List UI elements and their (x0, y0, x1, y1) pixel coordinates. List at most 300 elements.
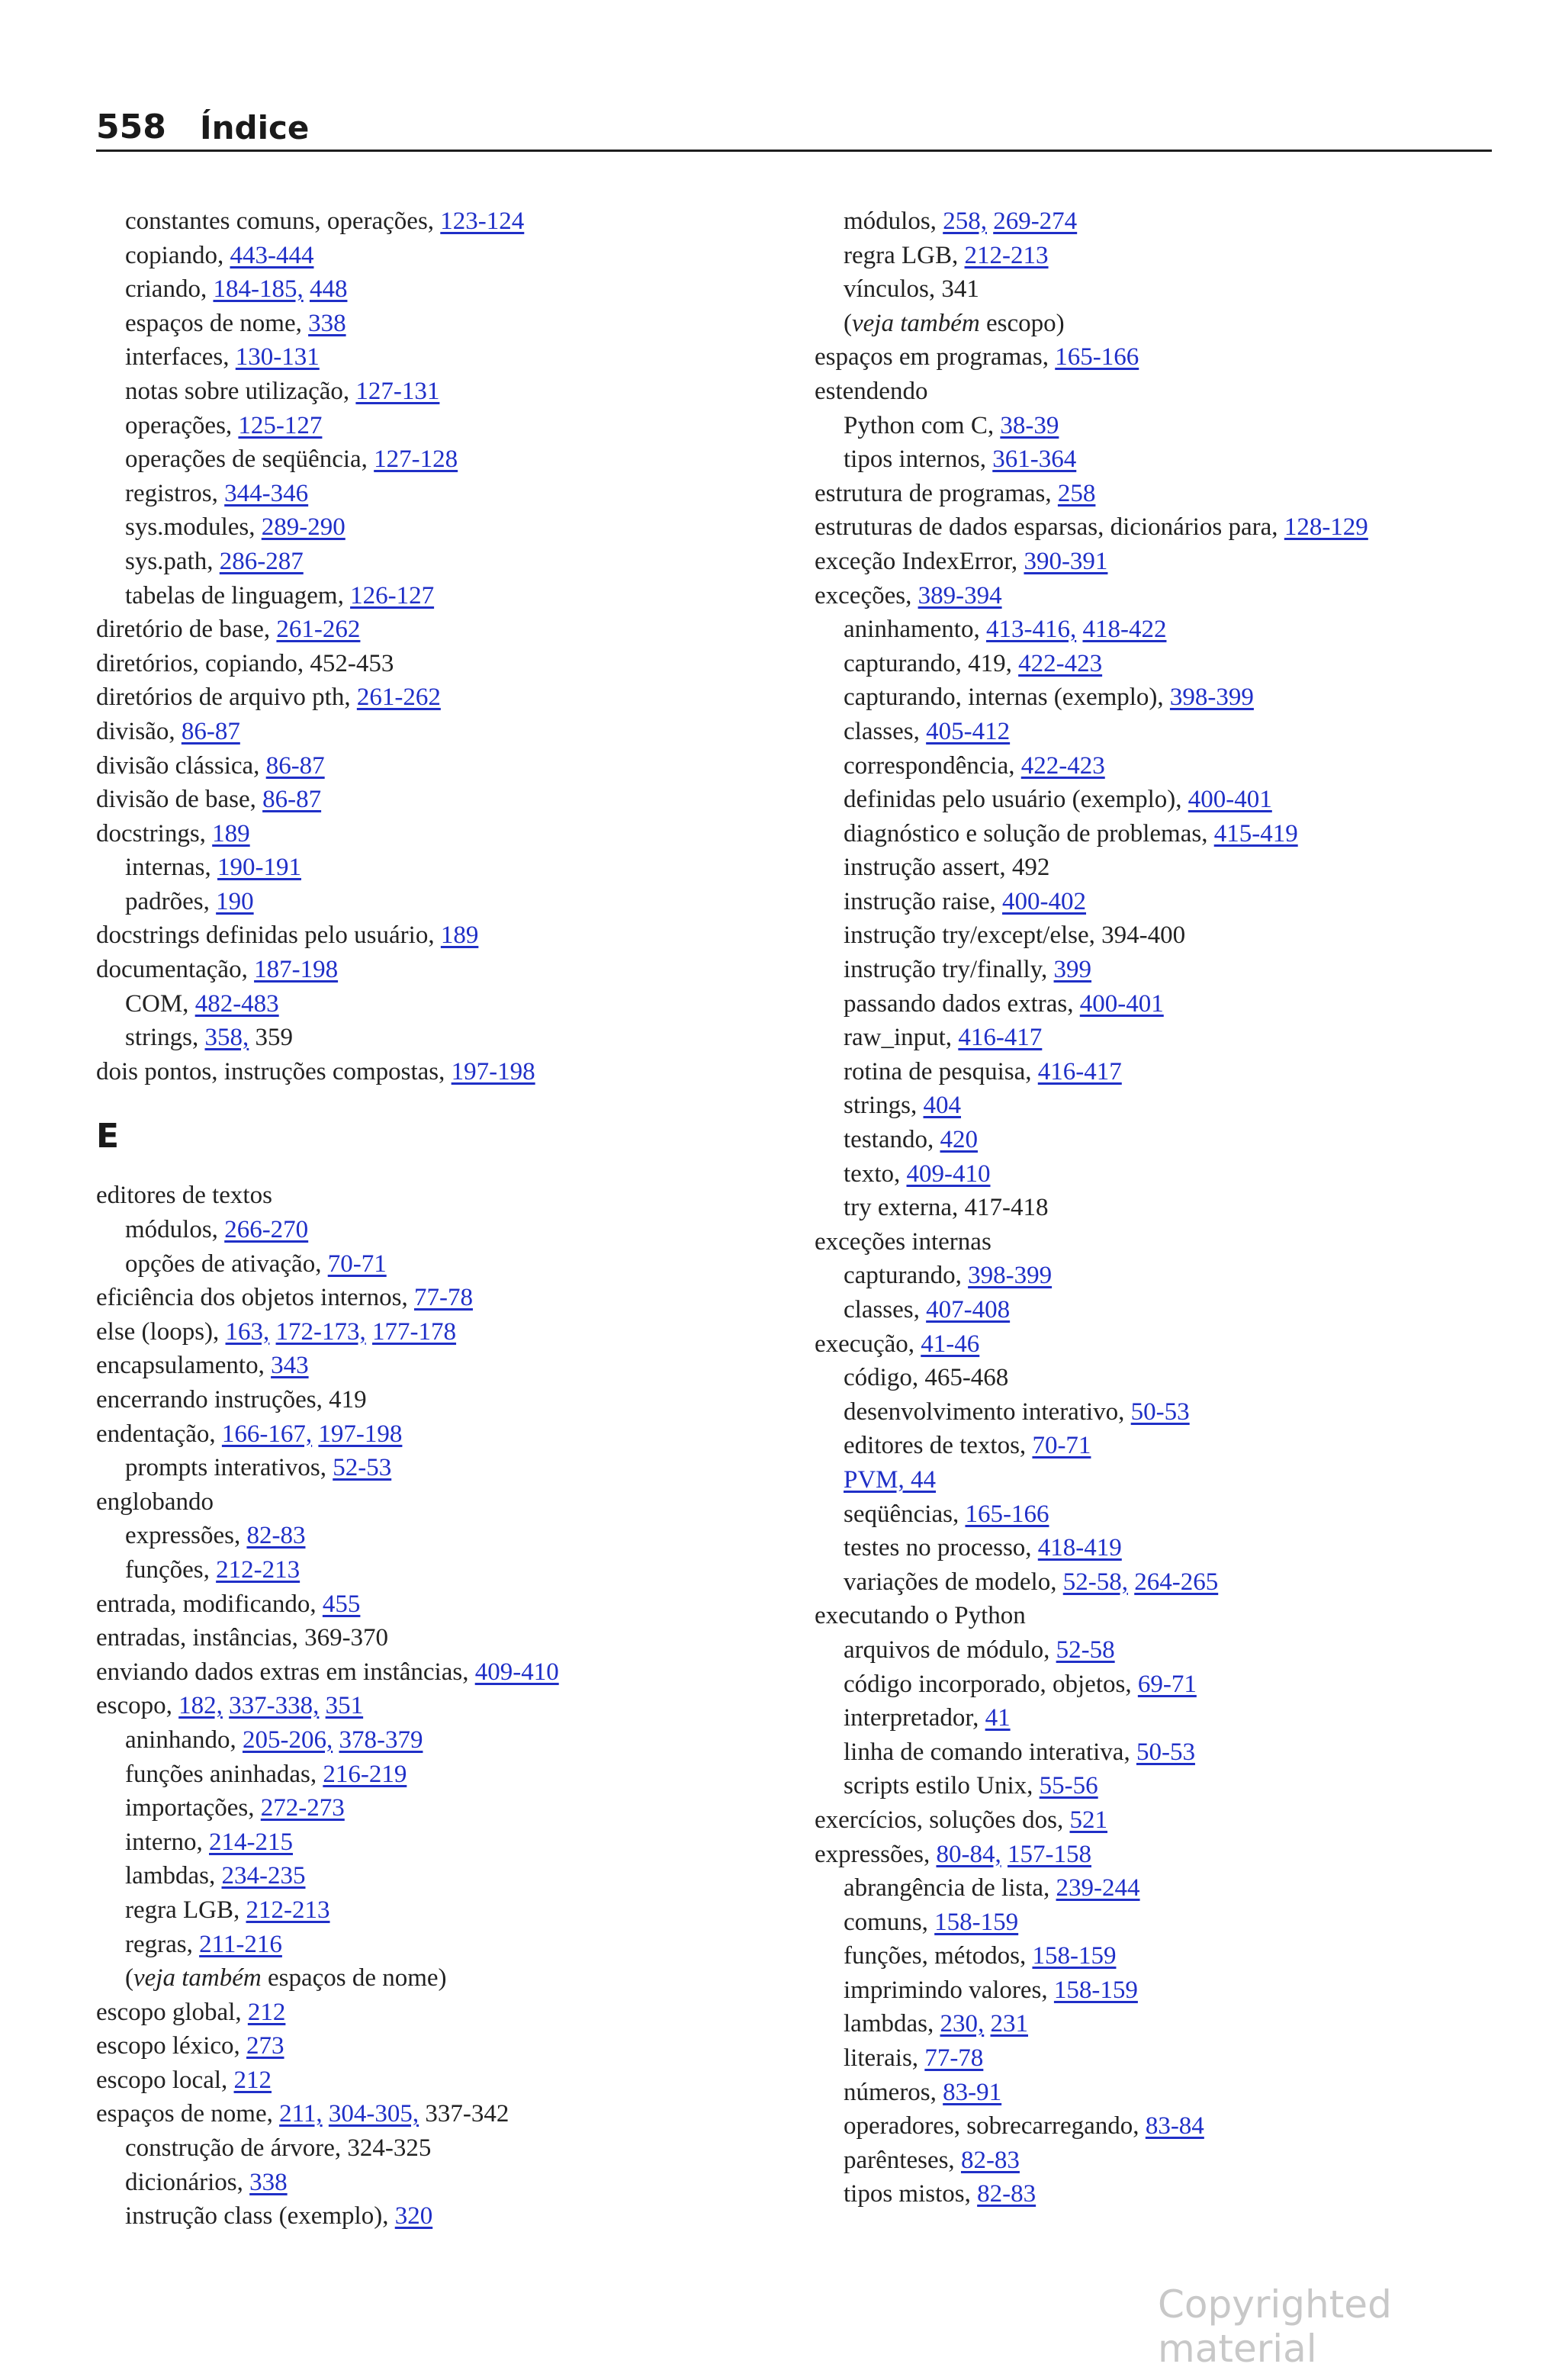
page-link[interactable]: 52-58, (1062, 1568, 1128, 1596)
index-entry (815, 1838, 1501, 1872)
page-link[interactable]: 482-483 (194, 989, 279, 1018)
entry-text: definidas pelo usuário (exemplo), (844, 786, 1188, 814)
page-link[interactable]: 266-270 (224, 1216, 309, 1244)
page-link[interactable]: 86-87 (181, 717, 240, 745)
entry-text: else (loops), (96, 1317, 226, 1346)
page-link[interactable]: 82-83 (960, 2146, 1020, 2174)
page-link[interactable]: 289-290 (261, 513, 346, 542)
index-subentry (96, 204, 783, 239)
entry-text: dicionários, (125, 2168, 250, 2196)
index-entry (96, 1621, 783, 1655)
page-link[interactable]: 166-167, (221, 1420, 313, 1448)
page-link[interactable]: 214-215 (208, 1828, 293, 1856)
index-entry (96, 1315, 783, 1349)
entry-text: escopo local, (96, 2066, 234, 2094)
page-link[interactable]: 41-46 (921, 1330, 980, 1358)
index-subentry (815, 647, 1501, 681)
entry-text: criando, (125, 275, 214, 304)
entry-text: código, 465-468 (844, 1364, 1009, 1392)
page-link[interactable]: 261-262 (356, 683, 441, 712)
page-link[interactable]: 125-127 (238, 411, 323, 439)
page-link[interactable]: 50-53 (1130, 1397, 1190, 1426)
index-entry (96, 1055, 783, 1089)
index-subentry (815, 1939, 1501, 1973)
entry-text: lambdas, (844, 2010, 940, 2038)
page-link[interactable]: 521 (1069, 1806, 1107, 1834)
entry-text: divisão clássica, (96, 751, 266, 780)
page-link[interactable]: 399 (1053, 956, 1092, 984)
page-link[interactable]: 389-394 (918, 581, 1002, 609)
page-link[interactable]: 420 (940, 1126, 978, 1154)
page-link[interactable]: 177-178 (372, 1317, 457, 1346)
entry-text: sys.modules, (125, 513, 262, 542)
page-link[interactable]: 264-265 (1134, 1568, 1219, 1596)
entry-text: funções, métodos, (844, 1942, 1033, 1970)
page-link[interactable]: 416-417 (958, 1024, 1043, 1052)
entry-text: eficiência dos objetos internos, (96, 1284, 414, 1312)
page-link[interactable]: 55-56 (1039, 1772, 1098, 1800)
index-subentry (815, 1668, 1501, 1702)
entry-text: módulos, (844, 207, 943, 235)
page-link[interactable]: 52-53 (333, 1454, 392, 1482)
index-subentry (96, 340, 783, 375)
page-link[interactable]: 184-185, (213, 275, 304, 304)
page-link[interactable]: 361-364 (992, 445, 1077, 474)
page-link[interactable]: 189 (212, 819, 250, 847)
index-subentry (815, 680, 1501, 715)
page-link[interactable]: 212 (247, 1998, 286, 2026)
page-link[interactable]: 409-410 (474, 1658, 559, 1686)
entry-text: exceções, (815, 581, 918, 609)
index-subentry (96, 409, 783, 443)
page-number: 558 (96, 108, 166, 146)
index-subentry (815, 272, 1501, 307)
index-entry (96, 680, 783, 715)
page-link[interactable]: 269-274 (993, 207, 1078, 235)
entry-text: entrada, modificando, (96, 1590, 323, 1618)
entry-text: dois pontos, instruções compostas, (96, 1057, 452, 1085)
page-link[interactable]: 258 (1057, 479, 1096, 507)
page-link[interactable]: 405-412 (926, 717, 1011, 745)
entry-text: instrução assert, 492 (844, 854, 1050, 882)
entry-text: notas sobre utilização, (125, 377, 356, 405)
index-subentry (96, 1758, 783, 1792)
page-link[interactable]: 82-83 (246, 1522, 306, 1550)
entry-text: texto, (844, 1159, 907, 1188)
index-subentry (96, 307, 783, 341)
index-subentry (815, 1531, 1501, 1565)
index-subentry (96, 477, 783, 511)
page-link[interactable]: 398-399 (1169, 683, 1254, 712)
page-link[interactable]: 216-219 (323, 1760, 407, 1788)
page-link[interactable]: 415-419 (1213, 819, 1298, 847)
page-link[interactable]: 158-159 (1053, 1976, 1138, 2004)
page-link[interactable]: 130-131 (235, 343, 320, 371)
index-subentry (815, 783, 1501, 817)
page-link[interactable]: 80-84, (936, 1840, 1001, 1868)
page-link[interactable]: 304-305, (328, 2100, 419, 2128)
index-entry (96, 1587, 783, 1622)
entry-text: strings, (125, 1024, 205, 1052)
page-link[interactable]: 338 (249, 2168, 288, 2196)
page-link[interactable]: 182, (178, 1692, 223, 1720)
page-link[interactable]: 320 (394, 2202, 433, 2230)
page-link[interactable]: 52-58 (1056, 1635, 1115, 1664)
index-column-left (96, 204, 783, 2234)
entry-text: escopo léxico, (96, 2032, 247, 2060)
entry-text: instrução try/finally, (844, 956, 1054, 984)
page-link[interactable]: 163, (225, 1317, 270, 1346)
page-link[interactable]: 197-198 (451, 1057, 535, 1085)
entry-text: variações de modelo, (844, 1568, 1063, 1596)
page-link[interactable]: 398-399 (968, 1262, 1053, 1290)
index-entry (96, 1417, 783, 1452)
page-link[interactable]: 422-423 (1020, 751, 1105, 780)
entry-text: docstrings, (96, 819, 213, 847)
entry-text: abrangência de lista, (844, 1874, 1056, 1902)
entry-text: operações de seqüência, (125, 445, 374, 474)
entry-text: divisão de base, (96, 786, 263, 814)
entry-text: aninhando, (125, 1726, 243, 1754)
page-link[interactable]: 422-423 (1018, 649, 1103, 677)
entry-text: números, (844, 2078, 943, 2106)
entry-text: tabelas de linguagem, (125, 581, 351, 609)
page-link[interactable]: 273 (246, 2032, 284, 2060)
page-link[interactable]: 126-127 (350, 581, 435, 609)
page-link[interactable]: 50-53 (1136, 1738, 1195, 1766)
entry-text: estruturas de dados esparsas, dicionários para, (815, 513, 1284, 542)
page-link[interactable]: 400-402 (1002, 887, 1087, 915)
page-link[interactable]: 378-379 (339, 1726, 423, 1754)
entry-text: diretórios de arquivo pth, (96, 683, 357, 712)
page-link[interactable]: 212-213 (246, 1896, 330, 1924)
index-entry (815, 1803, 1501, 1838)
page-link[interactable]: 69-71 (1137, 1670, 1197, 1698)
index-subentry (96, 510, 783, 545)
index-subentry (815, 1973, 1501, 2008)
index-entry (815, 375, 1501, 409)
page-link[interactable]: 157-158 (1007, 1840, 1091, 1868)
page-link[interactable]: 343 (271, 1352, 309, 1380)
page-link[interactable]: 455 (322, 1590, 361, 1618)
entry-text: espaços em programas, (815, 343, 1056, 371)
section-heading-e: E (96, 1117, 120, 1156)
entry-text: escopo global, (96, 1998, 248, 2026)
entry-text: strings, (844, 1092, 924, 1120)
page-header (96, 96, 1492, 152)
page-link[interactable]: 416-417 (1037, 1057, 1122, 1085)
entry-text: arquivos de módulo, (844, 1635, 1056, 1664)
entry-text: instrução try/except/else, 394-400 (844, 921, 1186, 950)
page-link[interactable]: 189 (440, 921, 479, 950)
page-link[interactable]: 212 (233, 2066, 272, 2094)
entry-text: copiando, (125, 241, 230, 269)
index-subentry: (veja também escopo) (844, 309, 1065, 337)
page-link[interactable]: 38-39 (1000, 411, 1059, 439)
page-link[interactable]: 190 (216, 887, 254, 915)
page-title: Índice (200, 109, 310, 146)
entry-text: instrução raise, (844, 887, 1003, 915)
entry-text: Python com C, (844, 411, 1001, 439)
page-link[interactable]: 443-444 (230, 241, 314, 269)
entry-text: aninhamento, (844, 616, 986, 644)
entry-text: editores de textos, (844, 1432, 1033, 1460)
index-subentry (815, 918, 1501, 953)
entry-text: rotina de pesquisa, (844, 1057, 1038, 1085)
index-subentry (96, 1247, 783, 1282)
entry-text: divisão, (96, 717, 182, 745)
index-subentry (815, 2177, 1501, 2211)
index-subentry (815, 2144, 1501, 2178)
index-subentry (815, 1055, 1501, 1089)
entry-text: prompts interativos, (125, 1454, 333, 1482)
index-subentry (815, 817, 1501, 851)
page-link[interactable]: 70-71 (327, 1250, 387, 1278)
index-subentry (815, 953, 1501, 987)
page-link[interactable]: 205-206, (242, 1726, 333, 1754)
page-link[interactable]: 404 (923, 1092, 962, 1120)
index-subentry (815, 204, 1501, 239)
index-entry (815, 477, 1501, 511)
page-link[interactable]: 82-83 (977, 2180, 1037, 2208)
index-subentry (815, 409, 1501, 443)
page-link[interactable]: 86-87 (262, 786, 322, 814)
entry-text: funções, (125, 1555, 217, 1584)
page-link[interactable]: 41 (985, 1704, 1011, 1732)
page-link[interactable]: 409-410 (906, 1159, 991, 1188)
index-subentry (815, 1906, 1501, 1940)
page-link[interactable]: 272-273 (260, 1794, 345, 1822)
entry-text: estrutura de programas, (815, 479, 1058, 507)
page-link[interactable]: 338 (308, 309, 346, 337)
index-subentry (96, 1451, 783, 1485)
entry-text: diretório de base, (96, 616, 277, 644)
index-entry (96, 1996, 783, 2030)
page-link[interactable]: 128-129 (1284, 513, 1368, 542)
page-link[interactable]: 230, (940, 2010, 985, 2038)
index-subentry (96, 2131, 783, 2166)
index-entry (96, 2029, 783, 2063)
entry-text: expressões, (125, 1522, 247, 1550)
entry-text: estendendo (815, 377, 928, 405)
page-link[interactable]: 187-198 (254, 956, 339, 984)
index-entry (815, 579, 1501, 613)
index-entry (96, 918, 783, 953)
page-link[interactable]: 261-262 (276, 616, 361, 644)
entry-text: internas, (125, 854, 217, 882)
page-link[interactable]: 197-198 (318, 1420, 403, 1448)
entry-text: capturando, 419, (844, 649, 1019, 677)
index-entry (96, 2097, 783, 2131)
page-link[interactable]: 127-128 (374, 445, 458, 474)
index-entry (96, 817, 783, 851)
entry-text: endentação, (96, 1420, 222, 1448)
see-also-label: veja também (133, 1964, 262, 1992)
entry-text: scripts estilo Unix, (844, 1772, 1040, 1800)
index-entry (96, 1179, 783, 1213)
entry-trailing-pages: 337-342 (419, 2100, 509, 2128)
page-link[interactable]: 83-84 (1145, 2112, 1204, 2140)
page-link[interactable]: PVM, 44 (844, 1465, 937, 1494)
index-subentry (96, 2199, 783, 2234)
entry-text: espaços de nome, (96, 2100, 280, 2128)
index-subentry: (veja também espaços de nome) (125, 1964, 447, 1992)
entry-text: capturando, (844, 1262, 969, 1290)
page-link[interactable]: 400-401 (1079, 989, 1164, 1018)
entry-text: exercícios, soluções dos, (815, 1806, 1070, 1834)
page-link[interactable]: 70-71 (1032, 1432, 1091, 1460)
index-entry (96, 1349, 783, 1383)
page-link[interactable]: 77-78 (413, 1284, 473, 1312)
page-link[interactable]: 351 (325, 1692, 364, 1720)
entry-text: constantes comuns, operações, (125, 207, 441, 235)
entry-text: capturando, internas (exemplo), (844, 683, 1170, 712)
page-link[interactable]: 418-422 (1082, 616, 1167, 644)
entry-text: raw_input, (844, 1024, 959, 1052)
entry-text: sys.path, (125, 547, 220, 575)
entry-text: escopo, (96, 1692, 179, 1720)
page-link[interactable]: 407-408 (926, 1296, 1011, 1323)
index-subentry (96, 1928, 783, 1962)
index-entry (96, 1383, 783, 1417)
page-link[interactable]: 86-87 (265, 751, 325, 780)
page-link[interactable]: 337-338, (229, 1692, 320, 1720)
see-also-label: veja também (852, 309, 980, 337)
entry-text: entradas, instâncias, 369-370 (96, 1624, 389, 1652)
entry-text: funções aninhadas, (125, 1760, 323, 1788)
page-link[interactable]: 286-287 (219, 547, 304, 575)
page-link[interactable]: 212-213 (964, 241, 1049, 269)
entry-text: encapsulamento, (96, 1352, 272, 1380)
index-entry (815, 1599, 1501, 1633)
entry-text: espaços de nome, (125, 309, 309, 337)
entry-text: registros, (125, 479, 225, 507)
entry-text: vínculos, 341 (844, 275, 979, 304)
page-link[interactable]: 234-235 (221, 1862, 306, 1890)
index-subentry (815, 987, 1501, 1021)
entry-trailing-pages: 359 (249, 1024, 294, 1052)
index-subentry (96, 1825, 783, 1860)
page-link[interactable]: 231 (990, 2010, 1028, 2038)
entry-text: enviando dados extras em instâncias, (96, 1658, 475, 1686)
index-subentry (815, 2007, 1501, 2041)
page-link[interactable]: 390-391 (1024, 547, 1108, 575)
index-column-right (815, 204, 1501, 2211)
index-subentry (815, 2076, 1501, 2110)
index-entry (815, 545, 1501, 579)
entry-text: regras, (125, 1930, 200, 1958)
entry-text: desenvolvimento interativo, (844, 1397, 1131, 1426)
index-entry (96, 715, 783, 749)
entry-text: código incorporado, objetos, (844, 1670, 1138, 1698)
entry-text: lambdas, (125, 1862, 222, 1890)
page-link[interactable]: 344-346 (224, 479, 309, 507)
entry-text: interpretador, (844, 1704, 985, 1732)
index-subentry (96, 1021, 783, 1055)
index-subentry (815, 442, 1501, 477)
entry-text: operadores, sobrecarregando, (844, 2112, 1146, 2140)
page-link[interactable]: 158-159 (1032, 1942, 1117, 1970)
index-subentry (96, 375, 783, 409)
page-link[interactable]: 400-401 (1188, 786, 1272, 814)
entry-text: encerrando instruções, 419 (96, 1386, 367, 1414)
index-subentry (815, 2109, 1501, 2144)
page-link[interactable]: 448 (309, 275, 348, 304)
entry-text: executando o Python (815, 1602, 1026, 1630)
entry-text: operações, (125, 411, 239, 439)
index-subentry (815, 1497, 1501, 1532)
page-link[interactable]: 211-216 (199, 1930, 282, 1958)
entry-text: construção de árvore, 324-325 (125, 2134, 432, 2163)
index-subentry (96, 1553, 783, 1587)
index-subentry (815, 1395, 1501, 1430)
entry-text: diagnóstico e solução de problemas, (844, 819, 1214, 847)
page-link[interactable]: 358, (204, 1024, 249, 1052)
page-link[interactable]: 211, (279, 2100, 323, 2128)
index-entry (815, 1327, 1501, 1362)
entry-text: tipos internos, (844, 445, 993, 474)
entry-text: literais, (844, 2044, 925, 2073)
index-subentry (815, 1871, 1501, 1906)
index-subentry (96, 1723, 783, 1758)
index-subentry (815, 613, 1501, 647)
page-link[interactable]: 165-166 (965, 1500, 1049, 1528)
entry-text: try externa, 417-418 (844, 1194, 1049, 1222)
page-link[interactable]: 239-244 (1056, 1874, 1140, 1902)
index-entry (96, 953, 783, 987)
page-link[interactable]: 258, (943, 207, 987, 235)
index-subentry (96, 987, 783, 1021)
index-subentry (96, 1213, 783, 1247)
entry-text: englobando (96, 1488, 214, 1516)
entry-text: testando, (844, 1126, 940, 1154)
entry-text: editores de textos (96, 1182, 272, 1210)
page-link[interactable]: 418-419 (1037, 1534, 1122, 1562)
page-link[interactable]: 172-173, (275, 1317, 366, 1346)
index-subentry (815, 1089, 1501, 1123)
index-subentry (815, 1463, 1501, 1497)
index-subentry (815, 1293, 1501, 1327)
index-entry (96, 1655, 783, 1690)
page-link[interactable]: 123-124 (440, 207, 525, 235)
page-link[interactable]: 165-166 (1055, 343, 1139, 371)
page-link[interactable]: 127-131 (355, 377, 440, 405)
entry-text: classes, (844, 717, 927, 745)
entry-text: correspondência, (844, 751, 1021, 780)
page-link[interactable]: 77-78 (924, 2044, 984, 2073)
index-subentry (96, 579, 783, 613)
entry-text: linha de comando interativa, (844, 1738, 1136, 1766)
index-subentry (815, 885, 1501, 919)
index-entry (96, 783, 783, 817)
index-subentry (815, 1361, 1501, 1395)
page-link[interactable]: 413-416, (985, 616, 1077, 644)
entry-text: docstrings definidas pelo usuário, (96, 921, 441, 950)
page-link[interactable]: 190-191 (217, 854, 301, 882)
entry-text: classes, (844, 1296, 927, 1323)
page-link[interactable]: 158-159 (934, 1908, 1019, 1936)
index-subentry (815, 1259, 1501, 1293)
index-entry (96, 647, 783, 681)
index-subentry (96, 272, 783, 307)
page-link[interactable]: 83-91 (943, 2078, 1002, 2106)
entry-text: testes no processo, (844, 1534, 1038, 1562)
page-link[interactable]: 212-213 (216, 1555, 301, 1584)
index-entry (815, 510, 1501, 545)
index-entry (96, 1281, 783, 1315)
entry-text: espaços de nome) (261, 1964, 447, 1992)
index-subentry (815, 749, 1501, 783)
